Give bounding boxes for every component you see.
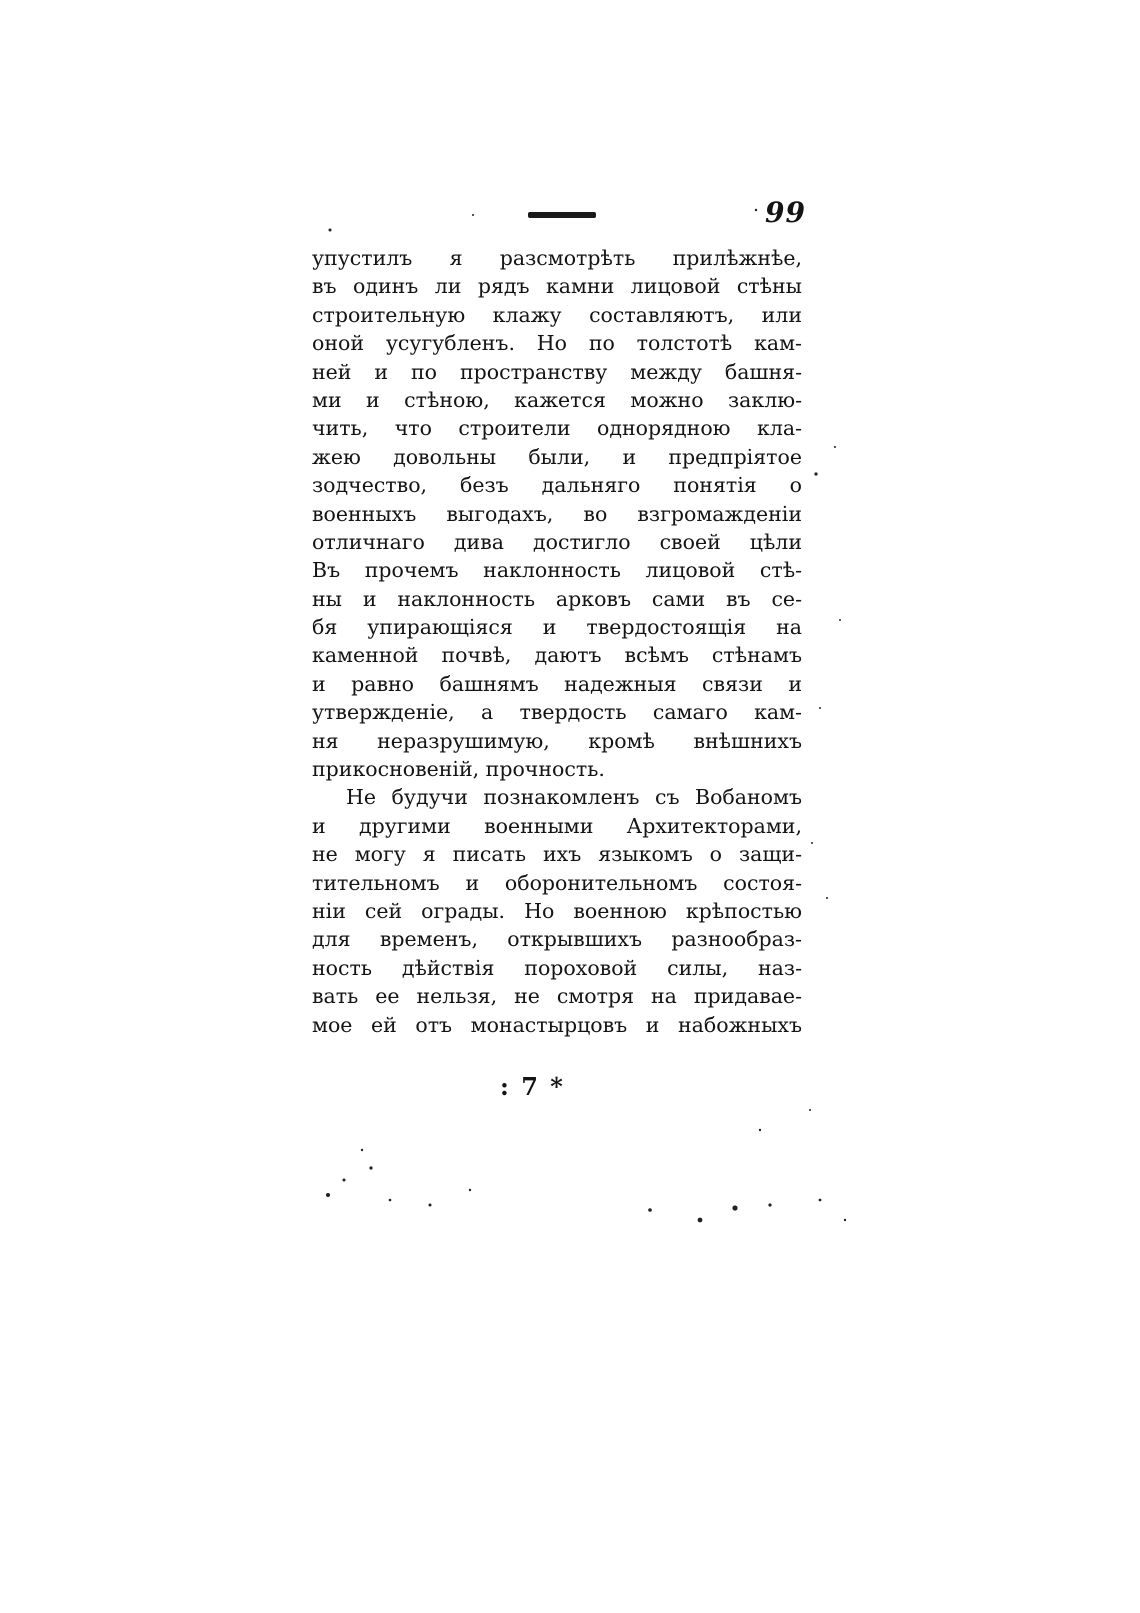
text-line: Не будучи познакомленъ съ Вобаномъ bbox=[346, 785, 802, 810]
text-line: военныхъ выгодахъ, во взгромажденіи bbox=[312, 501, 802, 526]
text-line: строительную клажу составляютъ, или bbox=[312, 302, 802, 327]
text-line: ня неразрушимую, кромѣ внѣшнихъ bbox=[312, 728, 802, 753]
text-line: ней и по пространству между башня- bbox=[312, 359, 802, 384]
text-line: для временъ, открывшихъ разнообраз- bbox=[312, 927, 802, 952]
text-line: зодчество, безъ дальняго понятія о bbox=[312, 473, 802, 498]
page-number: 99 bbox=[765, 196, 806, 229]
text-line: Въ прочемъ наклонность лицовой стѣ- bbox=[312, 558, 802, 583]
text-line: не могу я писать ихъ языкомъ о защи- bbox=[312, 842, 802, 867]
text-line: утвержденіе, а твердость самаго кам- bbox=[312, 700, 802, 725]
signature-mark: : 7 * bbox=[500, 1072, 565, 1101]
text-line: оной усугубленъ. Но по толстотѣ кам- bbox=[312, 331, 802, 356]
text-line: вать ее нельзя, не смотря на придавае- bbox=[312, 984, 802, 1009]
text-line: ность дѣйствія пороховой силы, наз- bbox=[312, 955, 802, 980]
text-line: тительномъ и оборонительномъ состоя- bbox=[312, 870, 802, 895]
text-line: мое ей отъ монастырцовъ и набожныхъ bbox=[312, 1012, 802, 1037]
text-line: ми и стѣною, кажется можно заклю- bbox=[312, 387, 802, 412]
text-line: упустилъ я разсмотрѣть прилѣжнѣе, bbox=[312, 246, 802, 270]
text-line: въ одинъ ли рядъ камни лицовой стѣны bbox=[312, 274, 802, 299]
text-line: и равно башнямъ надежныя связи и bbox=[312, 671, 802, 696]
text-line: ніи сей ограды. Но военною крѣпостью bbox=[312, 898, 802, 923]
text-line: ны и наклонность арковъ сами въ се- bbox=[312, 586, 802, 611]
text-line: бя упирающіяся и твердостоящія на bbox=[312, 615, 802, 640]
text-line: жею довольны были, и предпріятое bbox=[312, 444, 802, 469]
text-line: отличнаго дива достигло своей цѣли bbox=[312, 529, 802, 554]
text-line: каменной почвѣ, даютъ всѣмъ стѣнамъ bbox=[312, 643, 802, 668]
text-line: прикосновеній, прочность. bbox=[312, 757, 605, 782]
text-line: и другими военными Архитекторами, bbox=[312, 813, 802, 838]
text-line: чить, что строители однорядною кла- bbox=[312, 416, 802, 441]
